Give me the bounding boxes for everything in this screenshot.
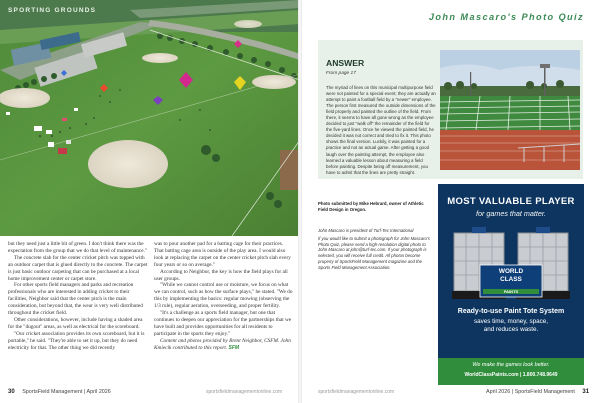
ad-headline: MOST VALUABLE PLAYER	[447, 196, 575, 207]
football-field-photo-illustration	[440, 50, 580, 170]
page-gutter	[298, 0, 302, 403]
from-page-note: From page 17	[326, 71, 356, 76]
left-page-footer-url	[206, 389, 282, 395]
footer-magazine-name: SportsField Management	[22, 389, 83, 395]
footer-url-left[interactable]: sportsfieldmanagementonline.com	[206, 389, 283, 395]
right-page-footer	[486, 389, 589, 395]
ad-tagline: for games that matter.	[475, 209, 547, 218]
photo-quiz-title: John Mascaro's Photo Quiz	[428, 12, 584, 22]
submission-info	[318, 228, 430, 272]
article-paragraph: but they need just a little bit of green. I don't think there was the expectation from the group that we do that level of maintenance."	[8, 241, 148, 254]
ad-copy-body	[438, 318, 584, 335]
ad-copy-line: saves time, money, space,	[473, 318, 549, 325]
article-paragraph: According to Neighbor, the key is how the field plays for all user groups.	[154, 268, 288, 282]
ad-band-slogan: We make the games look better.	[472, 362, 550, 368]
article-column-right	[154, 241, 294, 352]
aerial-cricket-field-photo	[0, 0, 300, 236]
article-column-left	[8, 241, 148, 352]
page-number-left: 30	[8, 389, 15, 395]
article-paragraph: Other considerations, however, include having a shaded area for the "dugout" areas, as well as electrical for the scoreboard.	[8, 316, 143, 330]
article-credit-line	[154, 338, 294, 352]
article-paragraph: "While we cannot control use or moisture, we focus on what we can control, such as how the surface plays," he stated. "We do this by implementing the basics: regular mowing (observing the 1/3 rule), regular aeration, overseeding, and proper fertility.	[154, 282, 293, 310]
tote-label-class: CLASS	[500, 276, 522, 283]
article-paragraph: The concrete slab for the center cricket pitch was topped with an outdoor carpet that is glued directly to the concrete. The carpet is just basic outdoor carpeting that can be purchased at a local home improvement center or carpet store.	[8, 254, 148, 282]
article-paragraph: "It's a challenge as a sports field manager, but one that continues to deepen our appreciation for the partnerships that we have built and provides opportunities for all residents to participate in the sports they enjoy."	[154, 310, 292, 337]
paint-tote-product-image	[450, 221, 572, 305]
footer-separator: |	[511, 389, 515, 395]
world-class-paints-ad[interactable]	[438, 184, 584, 385]
footer-date: April 2026	[486, 389, 511, 395]
photo-credit: Photo submitted by Mike Hebrard, owner of Athletic Field Design in Oregon.	[318, 201, 424, 212]
paint-tote-illustration	[450, 221, 572, 305]
tote-label-world: WORLD	[498, 268, 524, 275]
footer-magazine-name: SportsField Management	[514, 389, 575, 395]
page-number-right: 31	[582, 389, 590, 395]
ad-copy-line: and reduces waste.	[483, 326, 539, 334]
ad-contact-link[interactable]: WorldClassPaints.com | 1.800.748.9649	[464, 372, 558, 378]
submission-instructions: If you would like to submit a photograph for John Mascaro's Photo Quiz, please send a high-resolution digital photo to John Mascaro at john@turf-tec.com. If your photograph is selected, you will receive full credit. All photos become property of SportsField Management magazine and the Sports Field Management Association.	[318, 235, 430, 270]
article-paragraph: "Our cricket association provides its own scoreboard, but it is portable," he said. "They're able to set it up, but they do need electricity for that. The other thing we did recently	[8, 330, 145, 351]
contributor-credit: Content and photos provided by Brent Neighbor, CSFM. John Kmiecik contributed to this report.	[154, 337, 291, 351]
footer-date: April 2026	[86, 389, 111, 395]
footer-url-right[interactable]: sportsfieldmanagementonline.com	[318, 389, 395, 395]
right-page-footer-url	[318, 389, 394, 395]
tote-label-paints: PAINTS	[503, 289, 519, 294]
article-paragraph: For other sports field managers and parks and recreation professionals who are interested in adding cricket to their facilities, Neighbor said that the center pitch is the main consideration, but beyond that, the wear is very well distributed throughout the cricket field.	[8, 282, 143, 317]
end-mark-sfm: SFM	[228, 344, 240, 351]
aerial-photo-illustration	[0, 0, 300, 236]
article-paragraph: was to pour another pad for a batting cage for their practices. That batting cage area is outside of the play area. I would also look at replacing the carpet on the center cricket pitch slab every four years or so on average."	[154, 241, 291, 268]
answer-heading: ANSWER	[326, 58, 365, 68]
answer-body-text: The myriad of lines on this municipal multipurpose field were not painted for a special event; they are actually an attempt to paint a football field by a "newer" employee. The person first measured the outside dimensions of the field properly and painted the outline of the field. From there, it seems to have all gone wrong as the employee decided to just "walk off" the remainder of the field for the five-yard lines. Once he viewed the painted field, he decided it was not correct and tried to fix it. This photo shows the final version. Luckily, it was painted for a practice and not an actual game. After getting a good laugh over the painting attempt, the employee also learned a valuable lesson about measuring a field before painting. Despite being off measurement, you have to admit that the lines are pretty straight.	[326, 85, 436, 175]
ad-copy-headline: Ready-to-use Paint Tote System	[457, 308, 565, 315]
section-tag: SPORTING GROUNDS	[8, 7, 97, 14]
quiz-answer-photo	[440, 50, 580, 170]
author-bio: John Mascaro is president of Turf-Tec International	[318, 228, 414, 233]
footer-separator: |	[83, 389, 87, 395]
left-page-footer	[8, 389, 111, 395]
